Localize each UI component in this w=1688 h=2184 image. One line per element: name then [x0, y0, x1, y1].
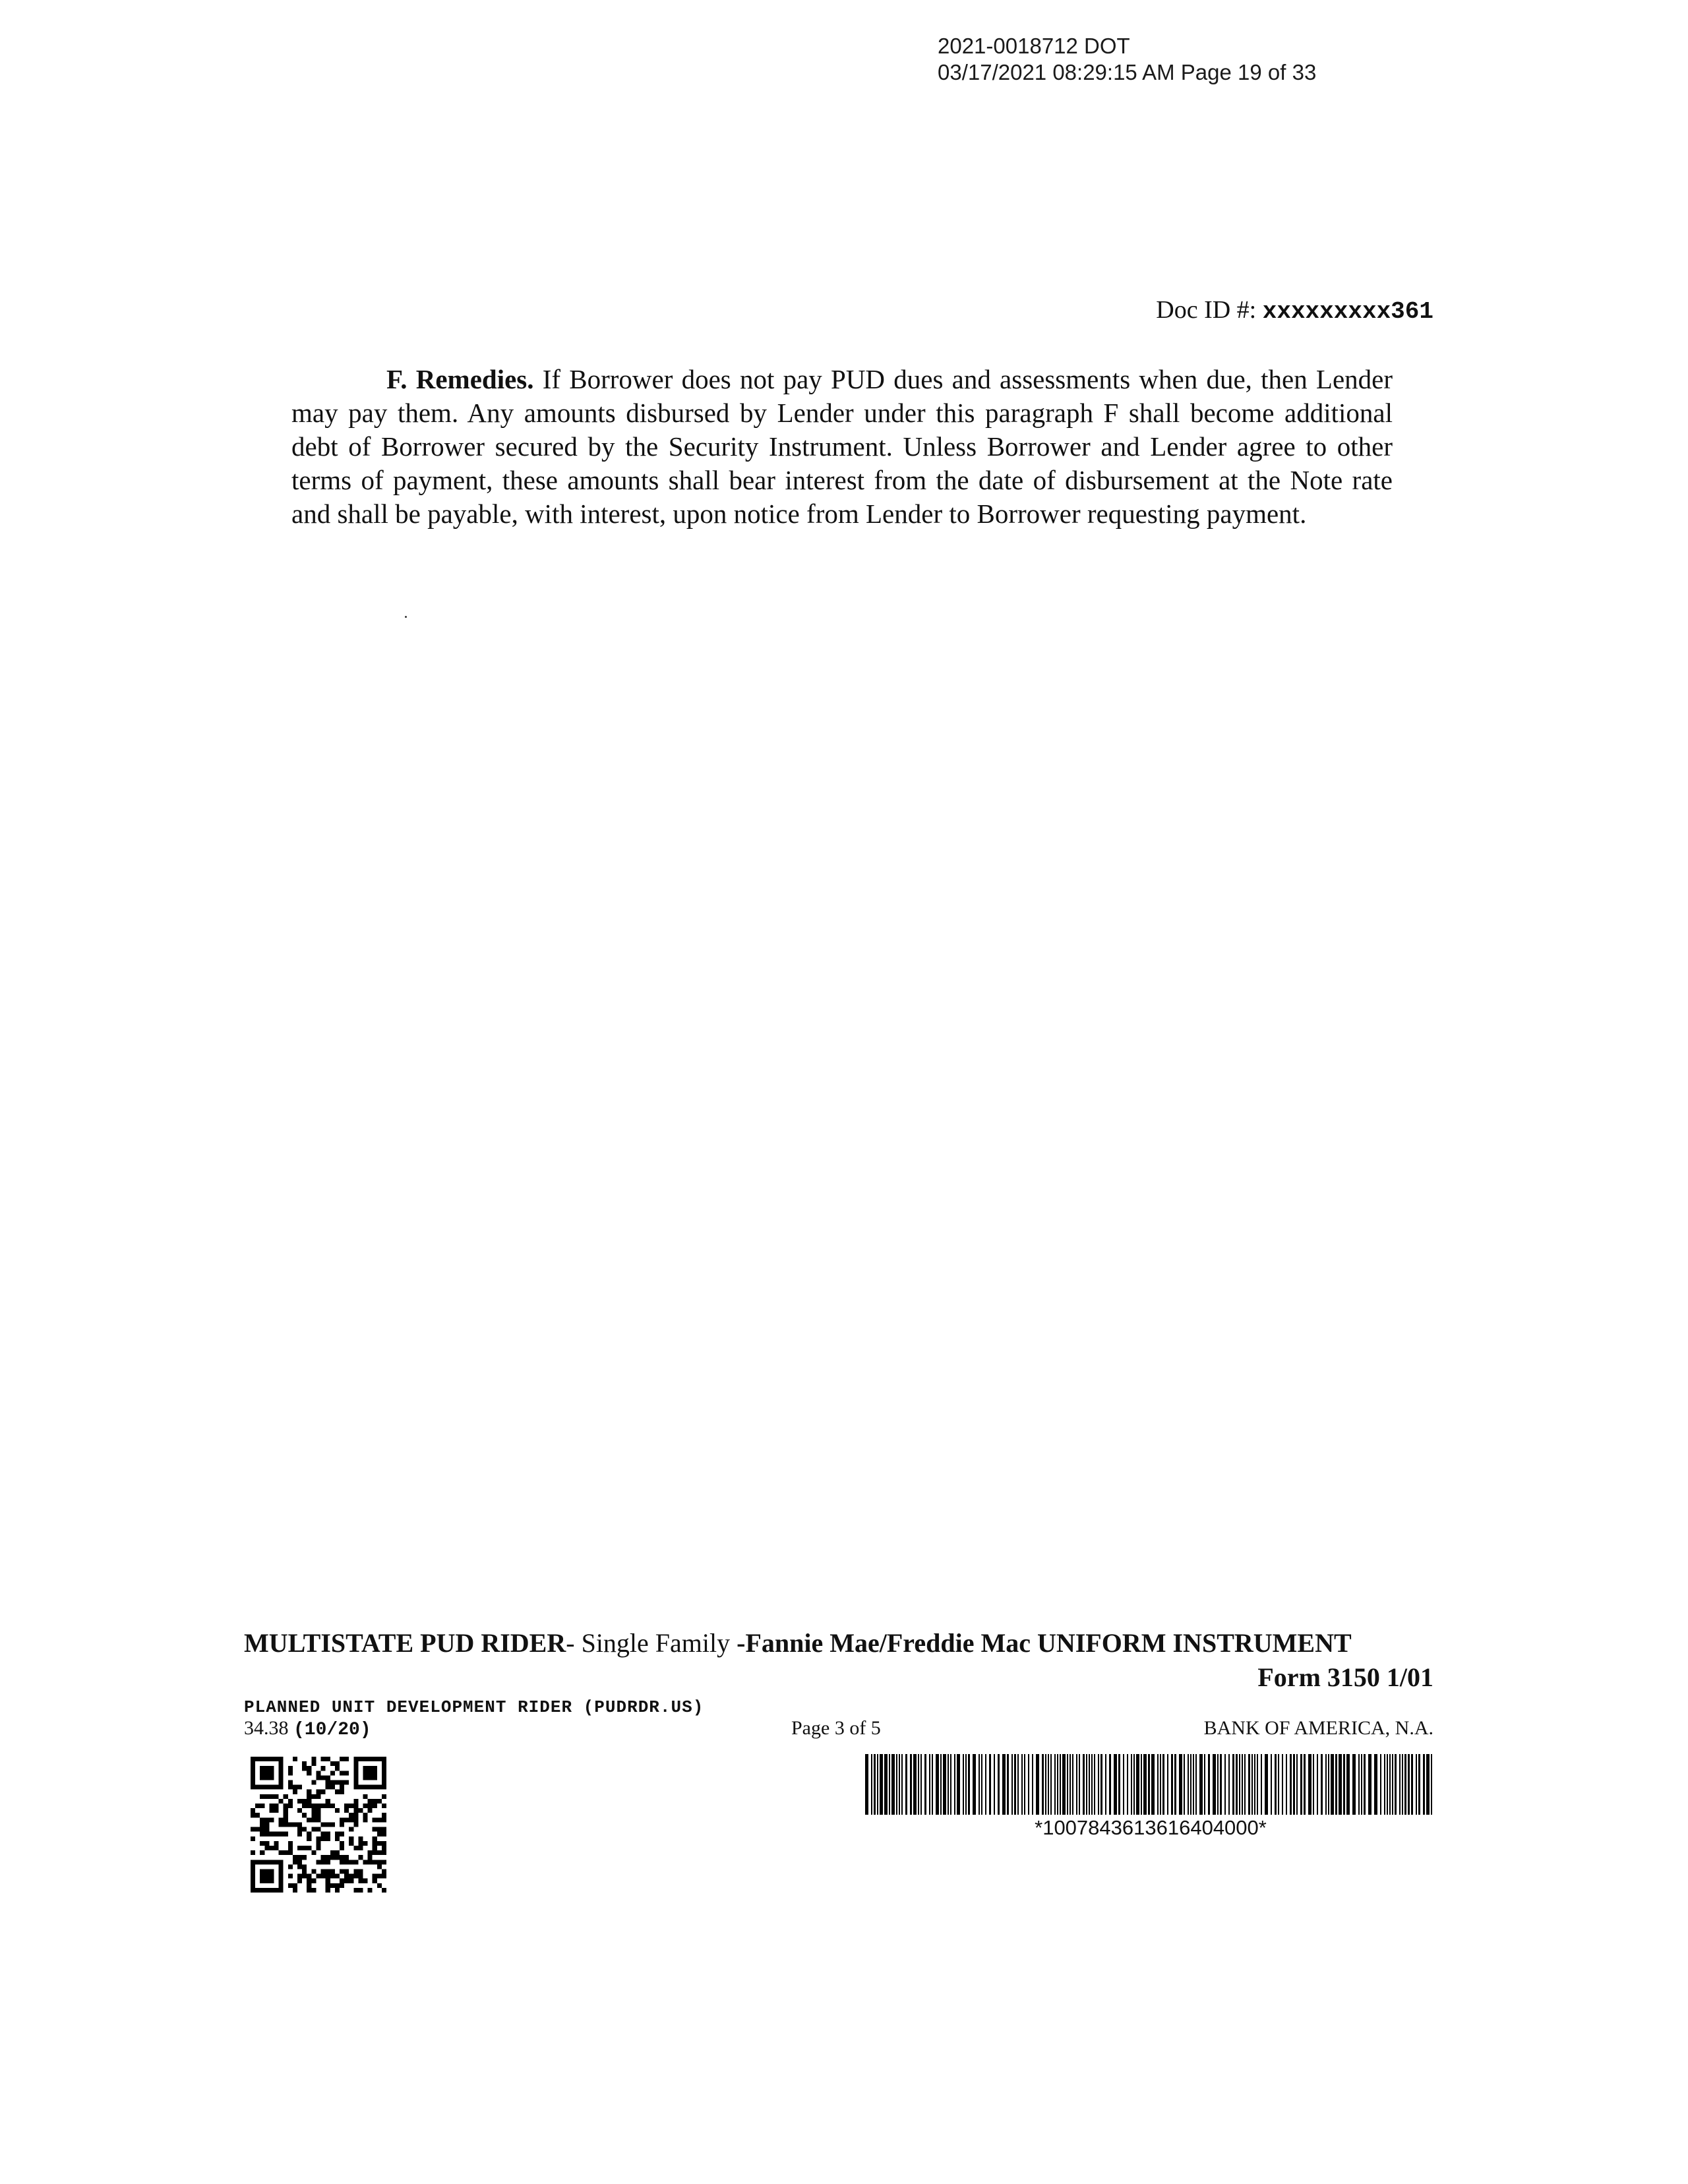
rider-name: PLANNED UNIT DEVELOPMENT RIDER (PUDRDR.US): [244, 1697, 704, 1717]
section-f-paragraph: [291, 363, 1393, 531]
rider-code: [244, 1717, 371, 1740]
page-number: Page 3 of 5: [791, 1717, 881, 1739]
form-number: Form 3150 1/01: [1257, 1662, 1433, 1692]
doc-id: [1156, 295, 1433, 325]
recording-timestamp-page: 03/17/2021 08:29:15 AM Page 19 of 33: [938, 60, 1317, 84]
rider-code-date: (10/20): [293, 1720, 371, 1740]
footer-title: [244, 1627, 1352, 1658]
lender-name: BANK OF AMERICA, N.A.: [1203, 1717, 1433, 1739]
recording-stamp: [938, 33, 1316, 86]
recording-doc-number: 2021-0018712 DOT: [938, 34, 1130, 58]
stray-mark: [405, 616, 407, 618]
doc-id-value: xxxxxxxxx361: [1262, 298, 1433, 325]
section-f-text: If Borrower does not pay PUD dues and assessments when due, then Lender may pay them. Any amounts disbursed by Lender under this paragraph F shall become additional debt of Borrower secured by the Security Instrument. Unless Borrower and Lender agree to other terms of payment, these amounts shall bear interest from the date of disbursement at the Note rate and shall be payable, with interest, upon notice from Lender to Borrower requesting payment.: [291, 364, 1393, 529]
barcode-text: *1007843613616404000*: [1035, 1816, 1267, 1839]
qr-code-icon: [251, 1757, 386, 1893]
section-f-heading: F. Remedies.: [386, 364, 534, 394]
footer-title-family: - Single Family: [566, 1628, 737, 1658]
rider-code-number: 34.38: [244, 1717, 293, 1739]
footer-title-instrument: -Fannie Mae/Freddie Mac UNIFORM INSTRUMENT: [737, 1628, 1352, 1658]
barcode-icon: [865, 1754, 1436, 1815]
footer-title-rider: MULTISTATE PUD RIDER: [244, 1628, 566, 1658]
doc-id-label: Doc ID #:: [1156, 296, 1257, 324]
